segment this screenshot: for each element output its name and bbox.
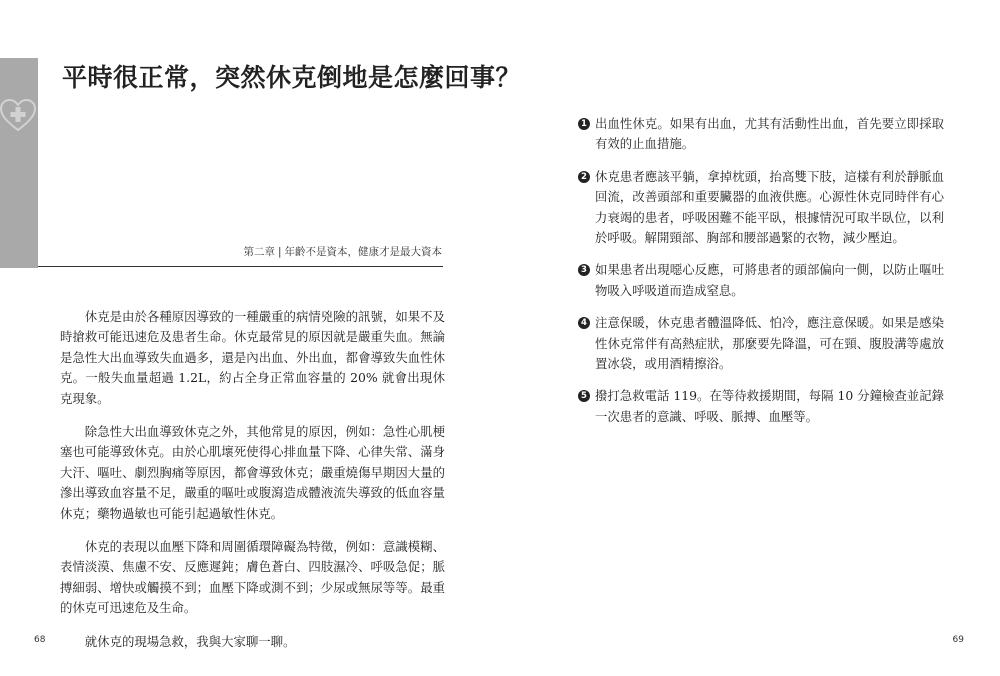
step-number-badge: 1 [578,118,590,130]
step-text: 撥打急救電話 119。在等待救援期間，每隔 10 分鐘檢查並記錄一次患者的意識、呼吸、脈搏、血壓等。 [595,388,944,424]
header-rule [38,266,443,267]
chapter-header [243,244,442,259]
step-number-badge: 2 [578,171,590,183]
chapter-label: 第二章 [243,246,275,258]
step-text: 出血性休克。如果有出血，尤其有活動性出血，首先要立即採取有效的止血措施。 [595,116,944,152]
chapter-separator: | [277,246,282,258]
step-text: 如果患者出現噁心反應，可將患者的頭部偏向一側，以防止嘔吐物吸入呼吸道而造成窒息。 [595,262,944,298]
list-item [578,114,944,155]
heart-plus-icon [0,98,36,132]
page-title: 平時很正常，突然休克倒地是怎麼回事？ [62,63,522,92]
paragraph: 就休克的現場急救，我與大家聊一聊。 [84,633,296,649]
list-item [578,313,944,374]
paragraph: 休克是由於各種原因導致的一種嚴重的病情兇險的訊號，如果不及時搶救可能迅速危及患者生命。休克最常見的原因就是嚴重失血。無論是急性大出血導致失血過多，還是內出血、外出血，都會導致失血性休克。一般失血量超過 1.2L，約占全身正常血容量的 20% 就會出現休克現象。 [60,309,445,406]
step-text: 注意保暖，休克患者體溫降低、怕冷，應注意保暖。如果是感染性休克常伴有高熱症狀，那麼要先降溫，可在頸、腹股溝等處放置冰袋，或用酒精擦浴。 [595,315,944,372]
step-text: 休克患者應該平躺，拿掉枕頭，抬高雙下肢，這樣有利於靜脈血回流，改善頭部和重要臟器的血液供應。心源性休克同時伴有心力衰竭的患者，呼吸困難不能平臥，根據情況可取半臥位，以利於呼吸。解開頸部、胸部和腰部過緊的衣物，減少壓迫。 [595,168,944,246]
paragraph: 休克的表現以血壓下降和周圍循環障礙為特徵，例如：意識模糊、表情淡漠、焦慮不安、反應遲鈍；膚色蒼白、四肢濕冷、呼吸急促；脈搏細弱、增快或觸摸不到；血壓下降或測不到；少尿或無尿等等。最重的休克可迅速危及生命。 [60,539,445,616]
step-number-badge: 4 [578,317,590,329]
list-item [578,260,944,301]
chapter-side-band [0,58,38,268]
chapter-title: 年齡不是資本，健康才是最大資本 [284,246,442,258]
page-number-left: 68 [34,635,46,645]
first-aid-steps [578,114,944,439]
right-page [500,0,1000,676]
paragraph: 除急性大出血導致休克之外，其他常見的原因，例如：急性心肌梗塞也可能導致休克。由於心肌壞死使得心排血量下降、心律失常、滿身大汗、嘔吐、劇烈胸痛等原因，都會導致休克；嚴重燒傷早期因大量的滲出導致血容量不足，嚴重的嘔吐或腹瀉造成體液流失導致的低血容量休克；藥物過敏也可能引起過敏性休克。 [60,424,445,521]
list-item [578,167,944,249]
step-number-badge: 3 [578,264,590,276]
page-number-right: 69 [952,635,964,645]
body-text [60,307,445,665]
list-item [578,386,944,427]
step-number-badge: 5 [578,390,590,402]
